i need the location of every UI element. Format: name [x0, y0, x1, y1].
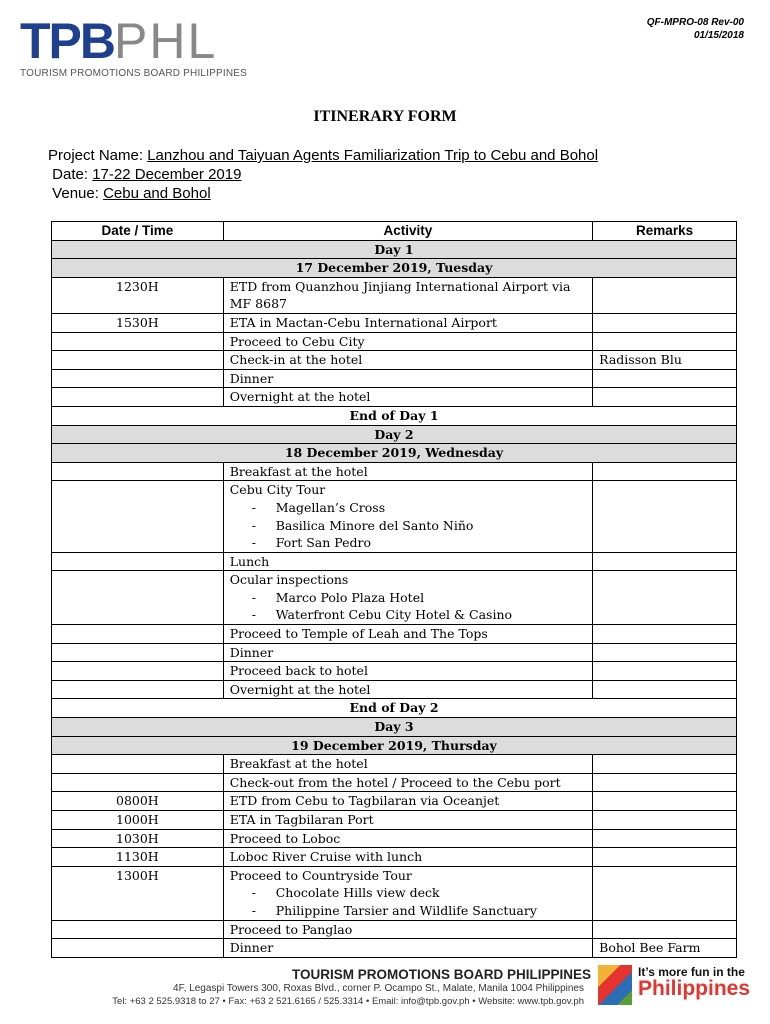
date-label: Date: — [52, 166, 93, 183]
day-header-row — [52, 736, 737, 755]
table-row — [52, 755, 737, 774]
slogan-line-2: Philippines — [638, 977, 751, 1000]
table-row — [52, 313, 737, 332]
venue-line — [48, 184, 598, 203]
sub-item-text: Chocolate Hills view deck — [275, 885, 440, 901]
activity-cell: ETA in Mactan-Cebu International Airport — [223, 313, 592, 332]
activity-cell: Proceed to Cebu City — [223, 332, 592, 351]
sub-item-text: Waterfront Cebu City Hotel & Casino — [275, 607, 513, 623]
sub-item-text: Philippine Tarsier and Wildlife Sanctuary — [275, 902, 537, 918]
table-row — [52, 369, 737, 388]
project-name-line — [48, 146, 598, 165]
remarks-cell — [593, 625, 737, 644]
day-header-row — [52, 425, 737, 444]
page-title: ITINERARY FORM — [313, 108, 457, 125]
remarks-cell — [593, 829, 737, 848]
bullet-dash: - — [251, 517, 256, 533]
activity-cell: Proceed to Loboc — [223, 829, 592, 848]
table-row — [52, 662, 737, 681]
table-row — [52, 388, 737, 407]
day-date: 18 December 2019, Wednesday — [52, 444, 737, 463]
remarks-cell — [593, 313, 737, 332]
table-row — [52, 277, 737, 313]
table-row — [52, 552, 737, 571]
table-row — [52, 773, 737, 792]
table-row — [52, 829, 737, 848]
time-cell — [52, 388, 224, 407]
bullet-dash: - — [251, 885, 256, 901]
time-cell: 1230H — [52, 277, 224, 313]
activity-cell: Proceed back to hotel — [223, 662, 592, 681]
activity-cell: ETD from Cebu to Tagbilaran via Oceanjet — [223, 792, 592, 811]
bullet-dash: - — [251, 535, 256, 551]
remarks-cell: Radisson Blu — [593, 351, 737, 370]
activity-cell: Check-in at the hotel — [223, 351, 592, 370]
venue-value: Cebu and Bohol — [103, 185, 211, 202]
activity-cell: ETA in Tagbilaran Port — [223, 811, 592, 830]
table-row — [52, 643, 737, 662]
time-cell — [52, 481, 224, 552]
bullet-dash: - — [251, 902, 256, 918]
activity-cell — [223, 481, 592, 552]
activity-cell: Proceed to Temple of Leah and The Tops — [223, 625, 592, 644]
time-cell — [52, 625, 224, 644]
activity-cell — [223, 866, 592, 920]
footer-org: TOURISM PROMOTIONS BOARD PHILIPPINES — [292, 967, 592, 982]
its-more-fun-icon — [598, 965, 632, 1005]
document-reference — [647, 16, 744, 42]
table-row — [52, 811, 737, 830]
activity-sub-item — [230, 589, 586, 607]
day-title: Day 1 — [52, 240, 737, 259]
time-cell — [52, 332, 224, 351]
table-header-row — [52, 222, 737, 241]
remarks-cell — [593, 792, 737, 811]
sub-item-text: Basilica Minore del Santo Niño — [275, 517, 474, 533]
table-row — [52, 625, 737, 644]
activity-cell — [223, 571, 592, 625]
venue-label: Venue: — [52, 185, 104, 202]
remarks-cell: Bohol Bee Farm — [593, 939, 737, 958]
time-cell: 1130H — [52, 848, 224, 867]
time-cell — [52, 643, 224, 662]
activity-sub-item — [230, 884, 586, 902]
activity-cell: Overnight at the hotel — [223, 388, 592, 407]
activity-sub-item — [230, 534, 586, 552]
logo-tpb: TPB — [20, 13, 114, 69]
table-row — [52, 351, 737, 370]
day-end-row — [52, 406, 737, 425]
remarks-cell — [593, 277, 737, 313]
time-cell — [52, 680, 224, 699]
header-remarks: Remarks — [593, 222, 737, 241]
activity-sub-item — [230, 606, 586, 624]
time-cell: 1000H — [52, 811, 224, 830]
header-activity: Activity — [223, 222, 592, 241]
remarks-cell — [593, 388, 737, 407]
activity-cell: Dinner — [223, 939, 592, 958]
time-cell — [52, 369, 224, 388]
remarks-cell — [593, 866, 737, 920]
table-row — [52, 481, 737, 552]
time-cell — [52, 351, 224, 370]
bullet-dash: - — [251, 607, 256, 623]
activity-cell: Lunch — [223, 552, 592, 571]
remarks-cell — [593, 332, 737, 351]
project-meta — [48, 146, 598, 203]
logo-mark — [20, 13, 260, 69]
activity-sub-item — [230, 517, 586, 535]
itinerary-table — [51, 221, 737, 958]
day-header-row — [52, 718, 737, 737]
day-end: End of Day 2 — [52, 699, 737, 718]
time-cell — [52, 939, 224, 958]
logo-phl: PHL — [114, 13, 218, 69]
footer-address: 4F, Legaspi Towers 300, Roxas Blvd., corner P. Ocampo St., Malate, Manila 1004 Philippines — [173, 983, 584, 994]
time-cell — [52, 755, 224, 774]
doc-code: QF-MPRO-08 Rev-00 — [646, 17, 744, 28]
day-header-row — [52, 240, 737, 259]
tpb-phl-logo — [20, 13, 260, 86]
footer-contact: Tel: +63 2 525.9318 to 27 • Fax: +63 2 521.6165 / 525.3314 • Email: info@tpb.gov.ph • Website: www.tpb.gov.ph — [112, 996, 584, 1007]
header-date-time: Date / Time — [52, 222, 224, 241]
slogan-line-1: It’s more fun in the — [638, 965, 745, 979]
remarks-cell — [593, 773, 737, 792]
remarks-cell — [593, 662, 737, 681]
sub-item-text: Marco Polo Plaza Hotel — [275, 589, 425, 605]
time-cell — [52, 920, 224, 939]
time-cell — [52, 773, 224, 792]
day-end: End of Day 1 — [52, 406, 737, 425]
activity-cell: Breakfast at the hotel — [223, 755, 592, 774]
activity-heading: Proceed to Countryside Tour — [229, 867, 412, 883]
day-header-row — [52, 444, 737, 463]
table-row — [52, 571, 737, 625]
day-header-row — [52, 259, 737, 278]
remarks-cell — [593, 680, 737, 699]
time-cell — [52, 662, 224, 681]
time-cell — [52, 571, 224, 625]
activity-cell: Check-out from the hotel / Proceed to the Cebu port — [223, 773, 592, 792]
remarks-cell — [593, 369, 737, 388]
logo-tagline: TOURISM PROMOTIONS BOARD PHILIPPINES — [20, 68, 248, 79]
activity-cell: Overnight at the hotel — [223, 680, 592, 699]
remarks-cell — [593, 848, 737, 867]
remarks-cell — [593, 552, 737, 571]
activity-cell: Proceed to Panglao — [223, 920, 592, 939]
remarks-cell — [593, 811, 737, 830]
project-label: Project Name: — [48, 147, 148, 164]
time-cell — [52, 462, 224, 481]
sub-item-text: Magellan’s Cross — [275, 499, 386, 515]
activity-heading: Cebu City Tour — [229, 482, 326, 498]
activity-cell: Loboc River Cruise with lunch — [223, 848, 592, 867]
table-row — [52, 920, 737, 939]
day-end-row — [52, 699, 737, 718]
remarks-cell — [593, 643, 737, 662]
doc-date: 01/15/2018 — [693, 30, 744, 41]
footer — [0, 965, 770, 1024]
sub-item-text: Fort San Pedro — [275, 535, 372, 551]
remarks-cell — [593, 462, 737, 481]
remarks-cell — [593, 481, 737, 552]
activity-cell: Breakfast at the hotel — [223, 462, 592, 481]
day-title: Day 2 — [52, 425, 737, 444]
remarks-cell — [593, 571, 737, 625]
day-date: 17 December 2019, Tuesday — [52, 259, 737, 278]
activity-cell: Dinner — [223, 369, 592, 388]
table-row — [52, 866, 737, 920]
table-row — [52, 332, 737, 351]
date-line — [48, 165, 598, 184]
table-row — [52, 848, 737, 867]
day-title: Day 3 — [52, 718, 737, 737]
table-row — [52, 792, 737, 811]
date-value: 17-22 December 2019 — [92, 166, 242, 183]
activity-cell: Dinner — [223, 643, 592, 662]
activity-cell: ETD from Quanzhou Jinjiang International Airport via MF 8687 — [223, 277, 592, 313]
its-more-fun-logo — [598, 965, 751, 1013]
remarks-cell — [593, 920, 737, 939]
bullet-dash: - — [251, 499, 256, 515]
time-cell: 1530H — [52, 313, 224, 332]
time-cell — [52, 552, 224, 571]
activity-sub-item — [230, 902, 586, 920]
table-row — [52, 680, 737, 699]
bullet-dash: - — [251, 589, 256, 605]
day-date: 19 December 2019, Thursday — [52, 736, 737, 755]
activity-sub-item — [230, 499, 586, 517]
table-row — [52, 462, 737, 481]
time-cell: 1300H — [52, 866, 224, 920]
table-row — [52, 939, 737, 958]
remarks-cell — [593, 755, 737, 774]
time-cell: 1030H — [52, 829, 224, 848]
time-cell: 0800H — [52, 792, 224, 811]
project-value: Lanzhou and Taiyuan Agents Familiarization Trip to Cebu and Bohol — [147, 147, 599, 164]
activity-heading: Ocular inspections — [229, 572, 349, 588]
